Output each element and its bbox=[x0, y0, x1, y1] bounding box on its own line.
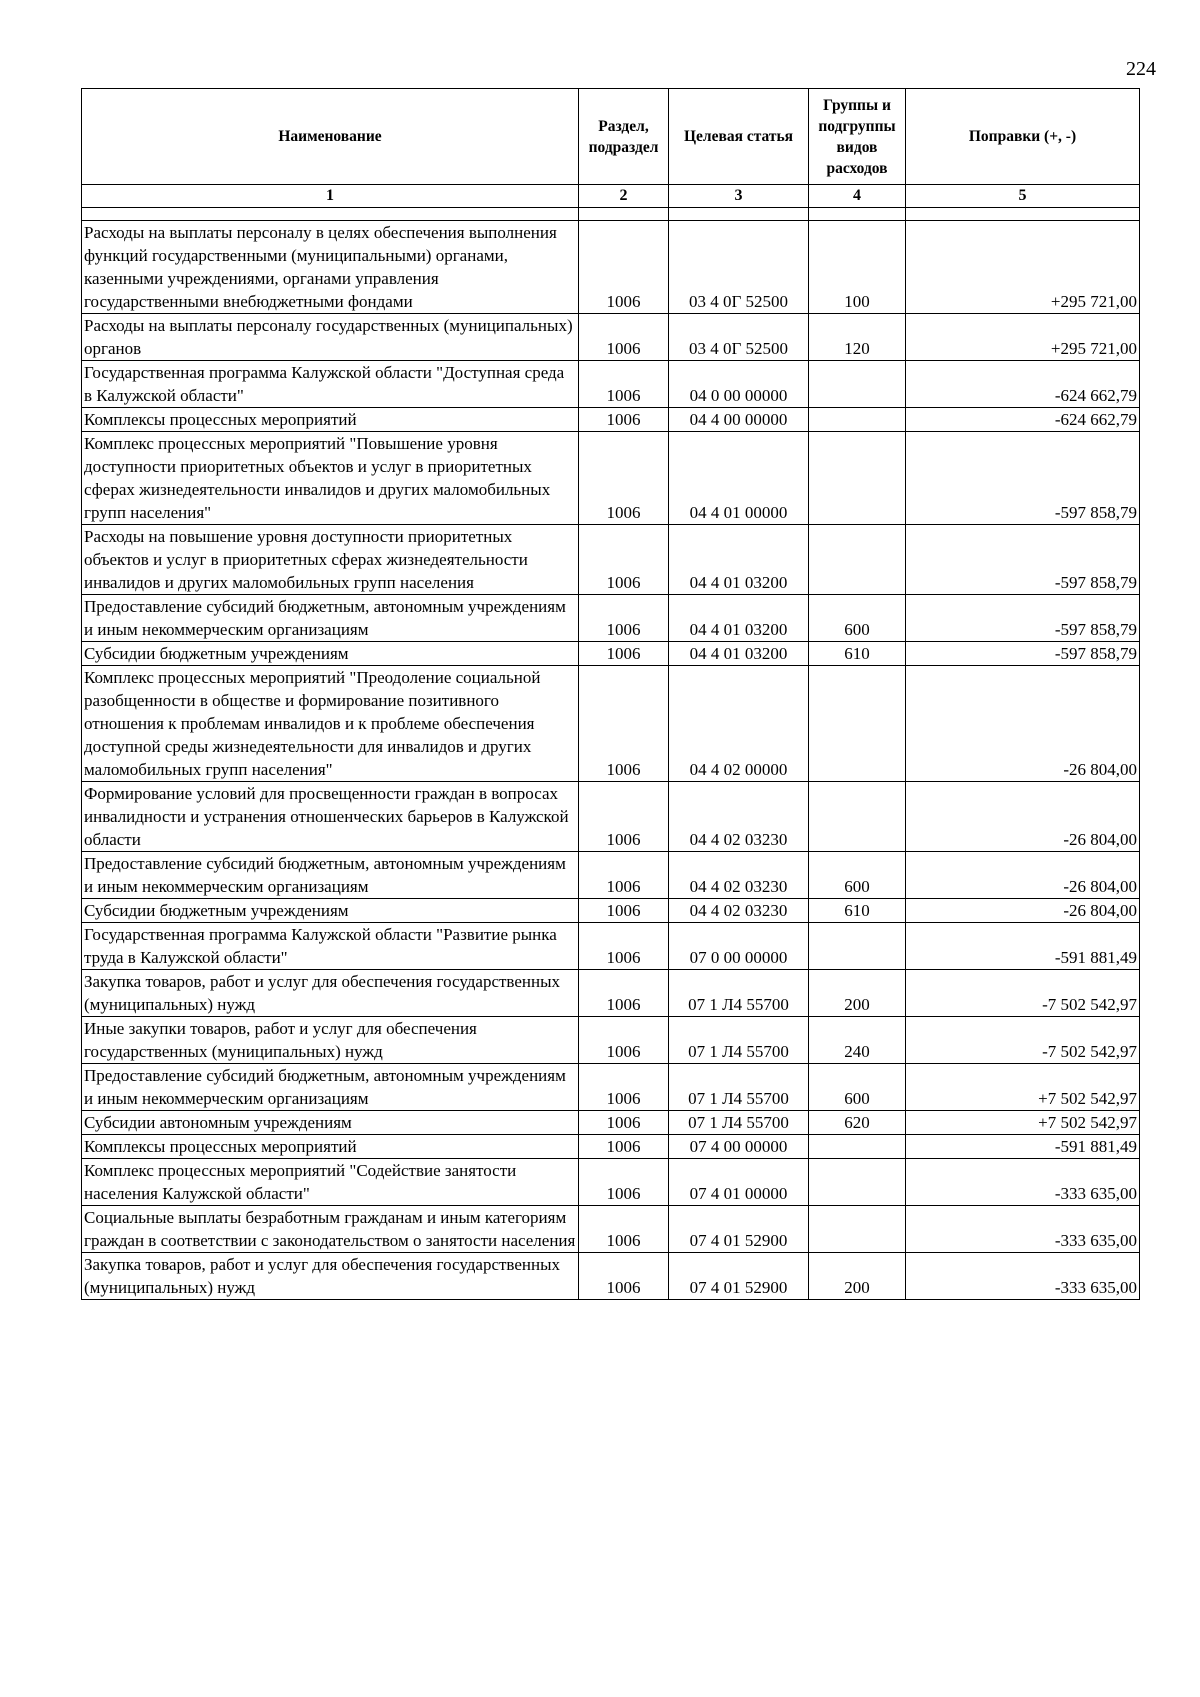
row-group: 120 bbox=[809, 314, 906, 361]
row-section: 1006 bbox=[579, 221, 669, 314]
header-target: Целевая статья bbox=[669, 89, 809, 185]
row-target: 07 1 Л4 55700 bbox=[669, 1064, 809, 1111]
header-name: Наименование bbox=[82, 89, 579, 185]
row-amount: +7 502 542,97 bbox=[906, 1064, 1140, 1111]
row-section: 1006 bbox=[579, 666, 669, 782]
table-row bbox=[82, 1064, 1140, 1111]
row-section: 1006 bbox=[579, 642, 669, 666]
row-target: 04 0 00 00000 bbox=[669, 361, 809, 408]
row-target: 07 4 01 00000 bbox=[669, 1159, 809, 1206]
row-target: 07 0 00 00000 bbox=[669, 923, 809, 970]
row-name: Субсидии бюджетным учреждениям bbox=[82, 899, 579, 923]
row-name: Государственная программа Калужской области "Доступная среда в Калужской области" bbox=[82, 361, 579, 408]
row-amount: -591 881,49 bbox=[906, 1135, 1140, 1159]
row-section: 1006 bbox=[579, 923, 669, 970]
row-section: 1006 bbox=[579, 852, 669, 899]
row-section: 1006 bbox=[579, 899, 669, 923]
row-amount: -597 858,79 bbox=[906, 432, 1140, 525]
row-group: 200 bbox=[809, 970, 906, 1017]
row-group bbox=[809, 432, 906, 525]
row-section: 1006 bbox=[579, 1206, 669, 1253]
row-group bbox=[809, 525, 906, 595]
row-amount: +295 721,00 bbox=[906, 221, 1140, 314]
table-row bbox=[82, 666, 1140, 782]
row-section: 1006 bbox=[579, 314, 669, 361]
row-name: Предоставление субсидий бюджетным, автономным учреждениям и иным некоммерческим организациям bbox=[82, 1064, 579, 1111]
row-group: 240 bbox=[809, 1017, 906, 1064]
row-target: 04 4 00 00000 bbox=[669, 408, 809, 432]
table-row bbox=[82, 1253, 1140, 1300]
row-target: 04 4 02 03230 bbox=[669, 852, 809, 899]
row-amount: -26 804,00 bbox=[906, 666, 1140, 782]
table-row bbox=[82, 408, 1140, 432]
row-group: 610 bbox=[809, 642, 906, 666]
column-number: 3 bbox=[669, 185, 809, 208]
row-name: Расходы на выплаты персоналу в целях обеспечения выполнения функций государственными (муниципальными) органами, казенными учреждениями, органами управления государственными внебюджетными фондами bbox=[82, 221, 579, 314]
row-group bbox=[809, 1159, 906, 1206]
row-target: 04 4 02 03230 bbox=[669, 899, 809, 923]
table-body bbox=[82, 208, 1140, 1300]
row-section: 1006 bbox=[579, 432, 669, 525]
row-target: 04 4 01 03200 bbox=[669, 525, 809, 595]
row-name: Иные закупки товаров, работ и услуг для обеспечения государственных (муниципальных) нужд bbox=[82, 1017, 579, 1064]
row-target: 07 1 Л4 55700 bbox=[669, 1017, 809, 1064]
row-amount: -26 804,00 bbox=[906, 899, 1140, 923]
table-row bbox=[82, 1206, 1140, 1253]
row-target: 03 4 0Г 52500 bbox=[669, 221, 809, 314]
page-number: 224 bbox=[1126, 58, 1156, 80]
row-group bbox=[809, 923, 906, 970]
row-amount: +295 721,00 bbox=[906, 314, 1140, 361]
row-section: 1006 bbox=[579, 782, 669, 852]
row-amount: -591 881,49 bbox=[906, 923, 1140, 970]
spacer-row bbox=[82, 208, 1140, 221]
header-row bbox=[82, 89, 1140, 185]
row-name: Расходы на выплаты персоналу государственных (муниципальных) органов bbox=[82, 314, 579, 361]
row-name: Государственная программа Калужской области "Развитие рынка труда в Калужской области" bbox=[82, 923, 579, 970]
row-group bbox=[809, 782, 906, 852]
row-name: Закупка товаров, работ и услуг для обеспечения государственных (муниципальных) нужд bbox=[82, 970, 579, 1017]
table-row bbox=[82, 314, 1140, 361]
table-row bbox=[82, 1159, 1140, 1206]
row-name: Комплексы процессных мероприятий bbox=[82, 1135, 579, 1159]
row-amount: -597 858,79 bbox=[906, 525, 1140, 595]
row-group: 610 bbox=[809, 899, 906, 923]
row-amount: -26 804,00 bbox=[906, 782, 1140, 852]
header-section: Раздел, подраздел bbox=[579, 89, 669, 185]
table-row bbox=[82, 970, 1140, 1017]
row-amount: -597 858,79 bbox=[906, 595, 1140, 642]
row-name: Предоставление субсидий бюджетным, автономным учреждениям и иным некоммерческим организациям bbox=[82, 852, 579, 899]
row-section: 1006 bbox=[579, 1017, 669, 1064]
row-amount: -7 502 542,97 bbox=[906, 970, 1140, 1017]
row-name: Закупка товаров, работ и услуг для обеспечения государственных (муниципальных) нужд bbox=[82, 1253, 579, 1300]
table-row bbox=[82, 899, 1140, 923]
row-name: Комплекс процессных мероприятий "Преодоление социальной разобщенности в обществе и формирование позитивного отношения к проблемам инвалидов и к проблеме обеспечения доступной среды жизнедеятельности для инвалидов и других маломобильных групп населения" bbox=[82, 666, 579, 782]
row-target: 07 4 01 52900 bbox=[669, 1253, 809, 1300]
row-target: 07 1 Л4 55700 bbox=[669, 970, 809, 1017]
row-amount: -333 635,00 bbox=[906, 1206, 1140, 1253]
row-name: Комплекс процессных мероприятий "Повышение уровня доступности приоритетных объектов и услуг в приоритетных сферах жизнедеятельности инвалидов и других маломобильных групп населения" bbox=[82, 432, 579, 525]
row-target: 04 4 02 00000 bbox=[669, 666, 809, 782]
row-section: 1006 bbox=[579, 1159, 669, 1206]
column-number: 5 bbox=[906, 185, 1140, 208]
row-name: Субсидии автономным учреждениям bbox=[82, 1111, 579, 1135]
row-section: 1006 bbox=[579, 970, 669, 1017]
row-amount: -624 662,79 bbox=[906, 361, 1140, 408]
table-row bbox=[82, 221, 1140, 314]
column-number: 1 bbox=[82, 185, 579, 208]
row-name: Расходы на повышение уровня доступности приоритетных объектов и услуг в приоритетных сферах жизнедеятельности инвалидов и других маломобильных групп населения bbox=[82, 525, 579, 595]
column-number: 4 bbox=[809, 185, 906, 208]
row-group bbox=[809, 361, 906, 408]
row-group: 600 bbox=[809, 1064, 906, 1111]
row-group bbox=[809, 666, 906, 782]
row-section: 1006 bbox=[579, 595, 669, 642]
row-group: 200 bbox=[809, 1253, 906, 1300]
row-name: Социальные выплаты безработным гражданам и иным категориям граждан в соответствии с законодательством о занятости населения bbox=[82, 1206, 579, 1253]
row-target: 07 4 00 00000 bbox=[669, 1135, 809, 1159]
row-group: 600 bbox=[809, 852, 906, 899]
table-row bbox=[82, 852, 1140, 899]
row-target: 04 4 01 03200 bbox=[669, 595, 809, 642]
row-amount: -333 635,00 bbox=[906, 1159, 1140, 1206]
row-target: 07 4 01 52900 bbox=[669, 1206, 809, 1253]
row-amount: -597 858,79 bbox=[906, 642, 1140, 666]
row-section: 1006 bbox=[579, 1064, 669, 1111]
row-amount: -333 635,00 bbox=[906, 1253, 1140, 1300]
row-name: Формирование условий для просвещенности граждан в вопросах инвалидности и устранения отношенческих барьеров в Калужской области bbox=[82, 782, 579, 852]
row-target: 04 4 01 03200 bbox=[669, 642, 809, 666]
table-row bbox=[82, 1017, 1140, 1064]
table-row bbox=[82, 642, 1140, 666]
row-group: 100 bbox=[809, 221, 906, 314]
table-row bbox=[82, 361, 1140, 408]
row-amount: +7 502 542,97 bbox=[906, 1111, 1140, 1135]
row-section: 1006 bbox=[579, 1135, 669, 1159]
row-target: 03 4 0Г 52500 bbox=[669, 314, 809, 361]
row-section: 1006 bbox=[579, 408, 669, 432]
row-group: 620 bbox=[809, 1111, 906, 1135]
table-row bbox=[82, 595, 1140, 642]
table-row bbox=[82, 782, 1140, 852]
header-amount: Поправки (+, -) bbox=[906, 89, 1140, 185]
row-section: 1006 bbox=[579, 1111, 669, 1135]
header-groups: Группы и подгруппы видов расходов bbox=[809, 89, 906, 185]
row-name: Комплексы процессных мероприятий bbox=[82, 408, 579, 432]
row-section: 1006 bbox=[579, 361, 669, 408]
table-row bbox=[82, 432, 1140, 525]
row-target: 04 4 01 00000 bbox=[669, 432, 809, 525]
row-section: 1006 bbox=[579, 1253, 669, 1300]
column-number-row bbox=[82, 185, 1140, 208]
row-group bbox=[809, 1135, 906, 1159]
row-target: 07 1 Л4 55700 bbox=[669, 1111, 809, 1135]
table-row bbox=[82, 923, 1140, 970]
row-group: 600 bbox=[809, 595, 906, 642]
column-number: 2 bbox=[579, 185, 669, 208]
row-amount: -624 662,79 bbox=[906, 408, 1140, 432]
table-row bbox=[82, 1111, 1140, 1135]
row-amount: -26 804,00 bbox=[906, 852, 1140, 899]
row-group bbox=[809, 408, 906, 432]
table-row bbox=[82, 1135, 1140, 1159]
row-name: Предоставление субсидий бюджетным, автономным учреждениям и иным некоммерческим организациям bbox=[82, 595, 579, 642]
table-row bbox=[82, 525, 1140, 595]
row-group bbox=[809, 1206, 906, 1253]
row-amount: -7 502 542,97 bbox=[906, 1017, 1140, 1064]
row-section: 1006 bbox=[579, 525, 669, 595]
row-target: 04 4 02 03230 bbox=[669, 782, 809, 852]
row-name: Субсидии бюджетным учреждениям bbox=[82, 642, 579, 666]
row-name: Комплекс процессных мероприятий "Содействие занятости населения Калужской области" bbox=[82, 1159, 579, 1206]
budget-table bbox=[81, 88, 1140, 1300]
